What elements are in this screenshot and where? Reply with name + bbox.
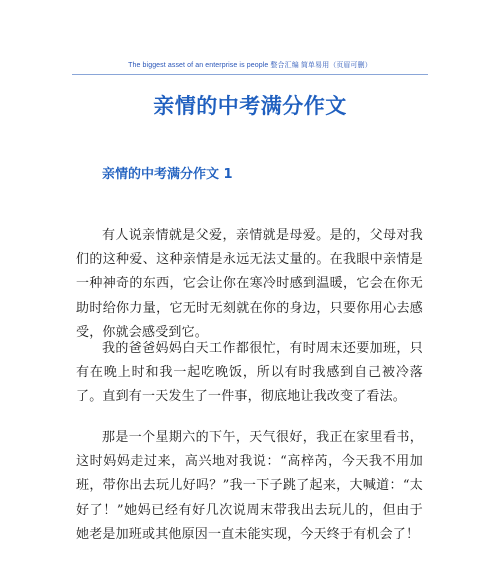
paragraph-3: 那是一个星期六的下午，天气很好，我正在家里看书，这时妈妈走过来，高兴地对我说：“高梓芮，今天我不用加班，带你出去玩儿好吗？”我一下子跳了起来，大喊道：“太好了！”她妈已经有好几次说周末带我出去玩儿的，但由于她老是加班或其他原因一直未能实现，今天终于有机会了！ <box>76 430 423 542</box>
header-divider <box>72 74 428 75</box>
paragraph-2: 我的爸爸妈妈白天工作都很忙，有时周末还要加班，只有在晚上时和我一起吃晚饭，所以有时我感到自己被冷落了。直到有一天发生了一件事，彻底地让我改变了看法。 <box>76 341 423 405</box>
paragraph-1: 有人说亲情就是父爱，亲情就是母爱。是的，父母对我们的这种爱、这种亲情是永远无法丈量的。在我眼中亲情是一种神奇的东西，它会让你在寒冷时感到温暖，它会在你无助时给你力量，它无时无刻就在你的身边，只要你用心去感受，你就会感受到它。 <box>76 228 423 340</box>
document-title: 亲情的中考满分作文 <box>153 94 347 118</box>
section-heading: 亲情的中考满分作文 1 <box>102 167 233 182</box>
running-header: The biggest asset of an enterprise is people 整合汇编 简单易用（页眉可删） <box>128 62 372 69</box>
